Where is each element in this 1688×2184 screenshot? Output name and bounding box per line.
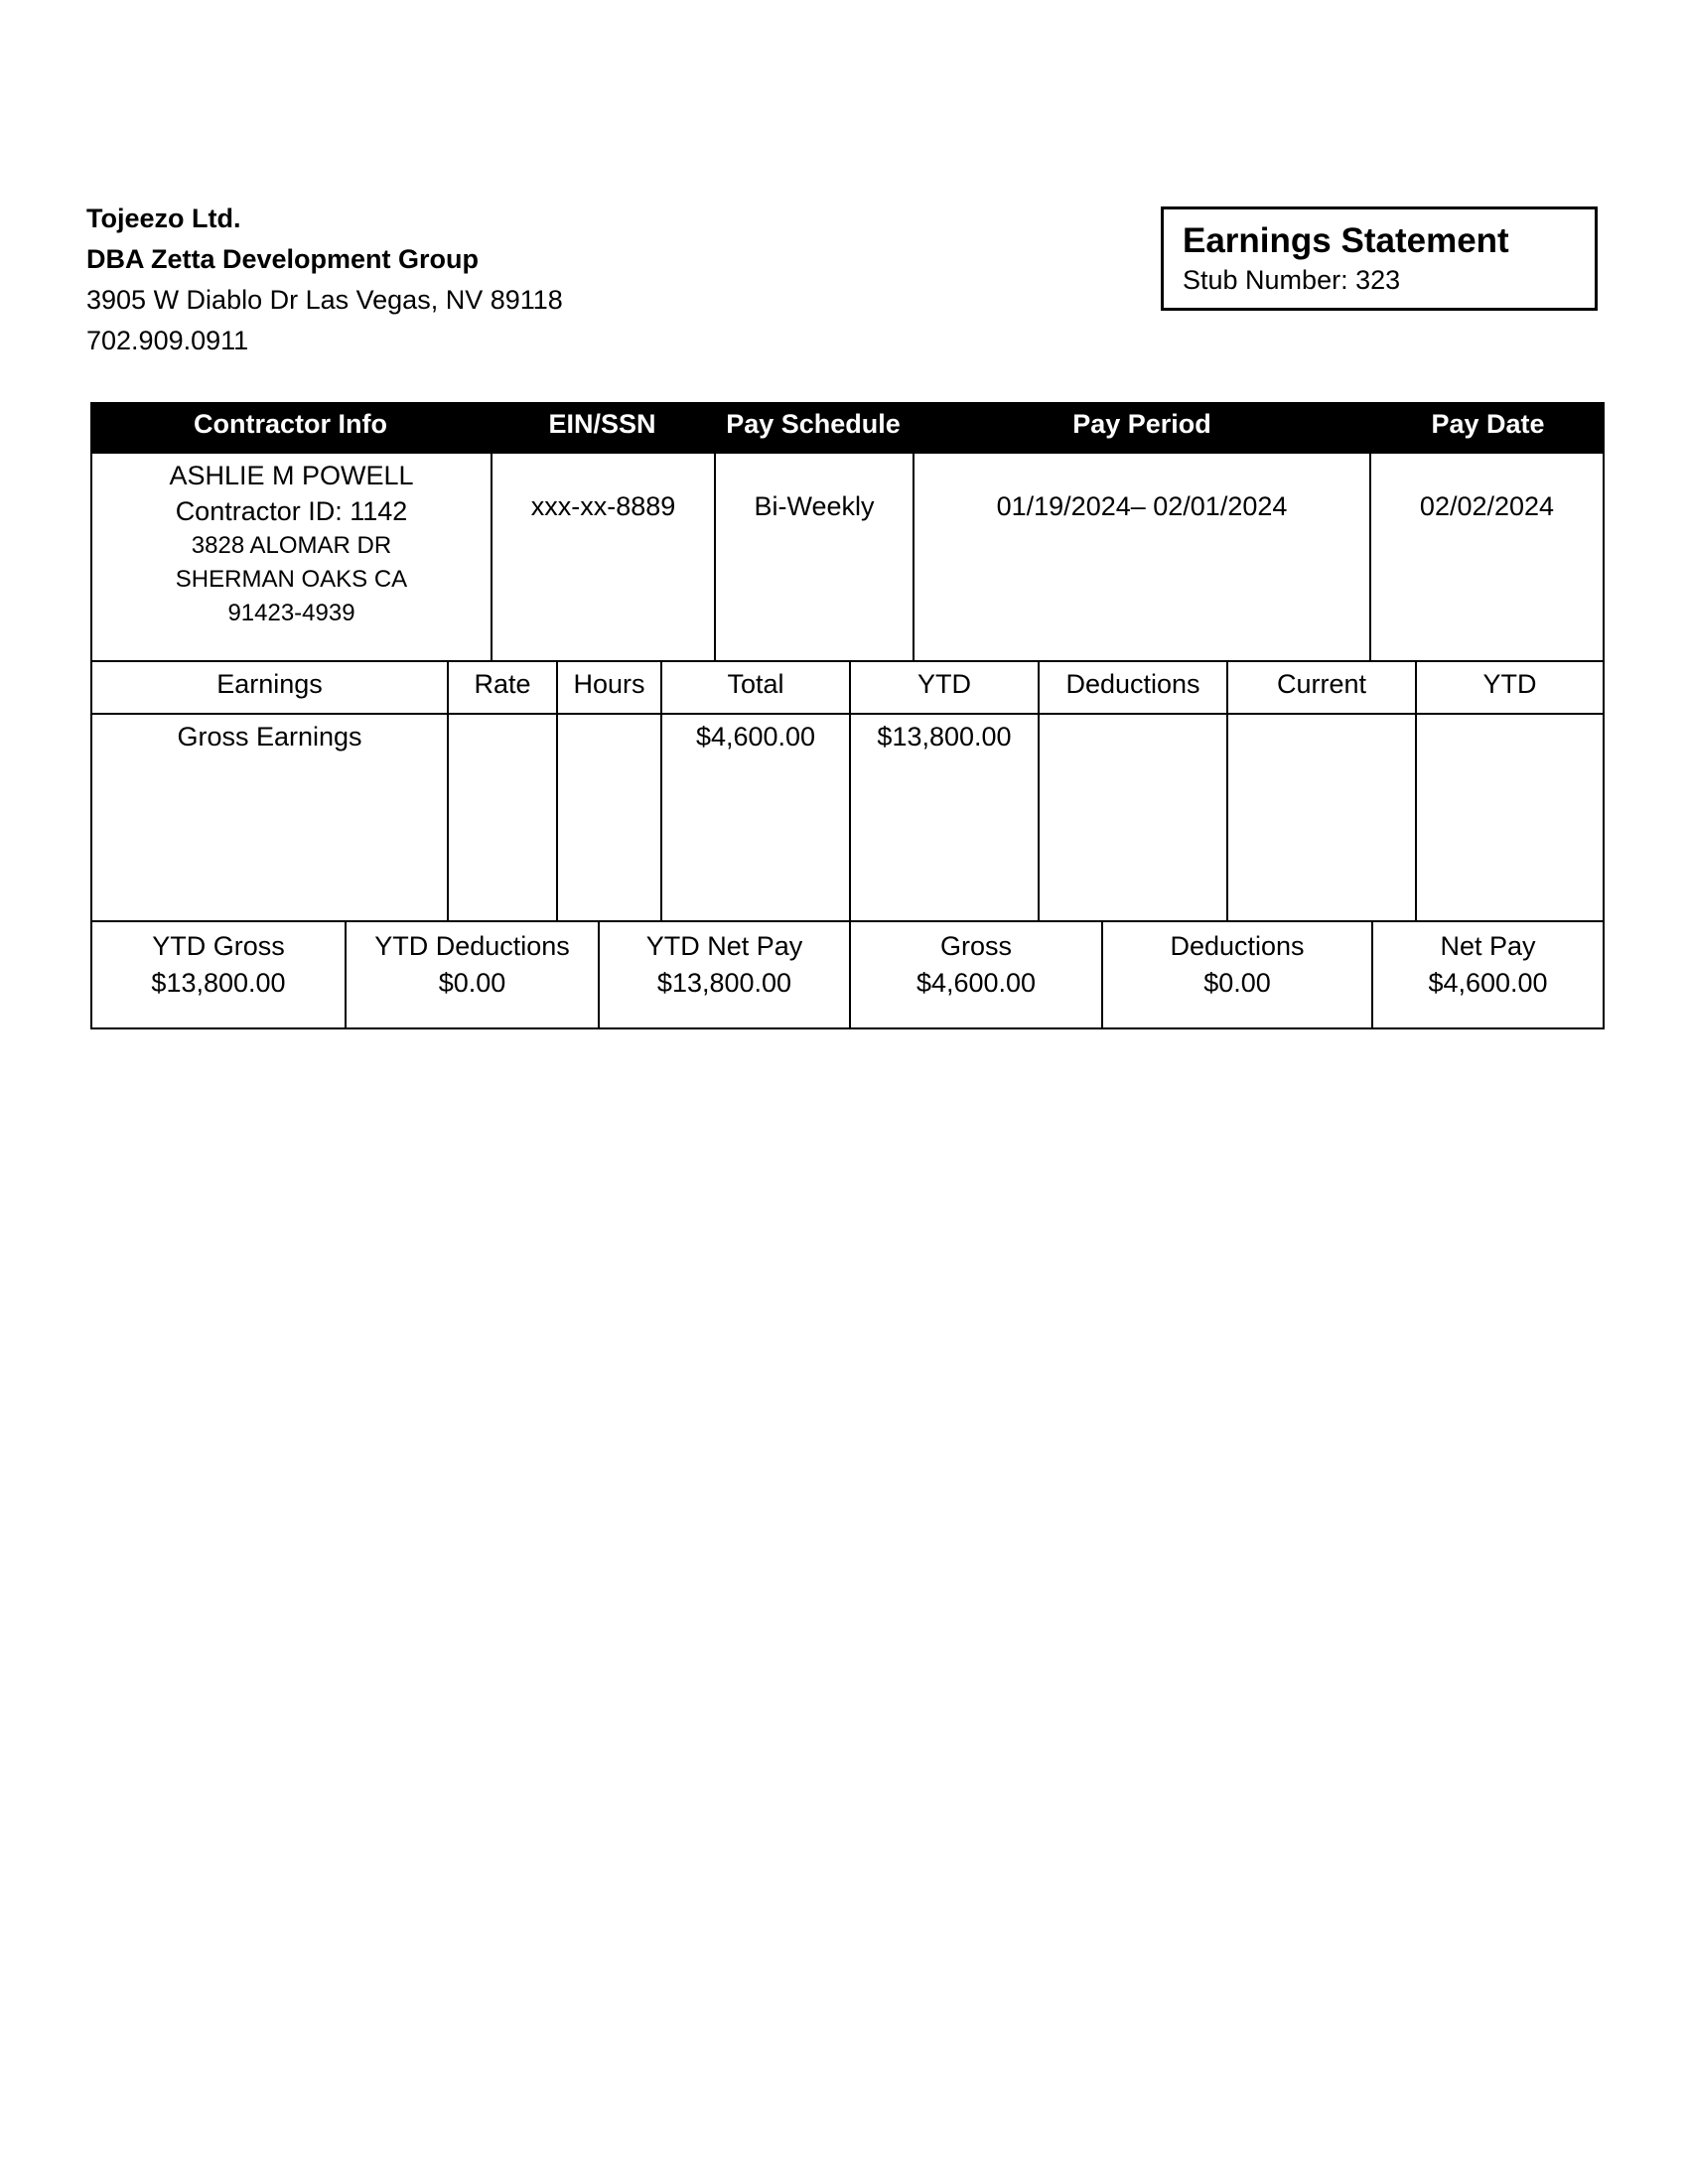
col-rate: Rate: [447, 662, 556, 713]
contractor-row: [90, 454, 1605, 662]
earnings-header-row: [90, 660, 1605, 715]
header-contractor-info: Contractor Info: [194, 409, 387, 439]
contractor-id: Contractor ID: 1142: [175, 496, 408, 526]
col-ded-ytd: YTD: [1415, 662, 1603, 713]
contractor-street: 3828 ALOMAR DR: [191, 532, 392, 559]
deductions-ytd-cell: [1415, 713, 1603, 920]
earnings-total: $4,600.00: [660, 713, 849, 920]
statement-box: [1161, 206, 1598, 311]
earnings-ytd: $13,800.00: [849, 713, 1038, 920]
earnings-rate: [447, 713, 556, 920]
header-bar: [90, 402, 1605, 454]
summary-value: $0.00: [1203, 968, 1271, 998]
summary-deductions: [1101, 922, 1371, 1027]
summary-ytd-net-pay: [598, 922, 849, 1027]
header-pay-period: Pay Period: [1072, 409, 1211, 439]
company-dba: DBA Zetta Development Group: [86, 244, 480, 274]
summary-label: Net Pay: [1440, 931, 1536, 961]
pay-period-value: 01/19/2024– 02/01/2024: [913, 454, 1369, 660]
summary-ytd-deductions: [345, 922, 598, 1027]
pay-schedule-value: Bi-Weekly: [714, 454, 913, 660]
summary-net-pay: [1371, 922, 1603, 1027]
col-total: Total: [660, 662, 849, 713]
company-phone: 702.909.0911: [86, 326, 249, 355]
statement-title: Earnings Statement: [1183, 221, 1509, 260]
company-name: Tojeezo Ltd.: [86, 204, 241, 233]
summary-ytd-gross: [92, 922, 345, 1027]
header-ein-ssn: EIN/SSN: [548, 409, 656, 439]
col-ytd: YTD: [849, 662, 1038, 713]
header-pay-date: Pay Date: [1431, 409, 1545, 439]
col-hours: Hours: [556, 662, 660, 713]
summary-value: $4,600.00: [915, 968, 1037, 998]
ein-ssn-value: xxx-xx-8889: [491, 454, 714, 660]
summary-label: YTD Deductions: [374, 931, 570, 961]
summary-row: [90, 920, 1605, 1029]
stub-number: Stub Number: 323: [1183, 265, 1401, 295]
earnings-label: Gross Earnings: [177, 722, 362, 751]
contractor-city: SHERMAN OAKS CA: [175, 566, 408, 593]
summary-label: YTD Gross: [152, 931, 285, 961]
pay-date-value: 02/02/2024: [1369, 454, 1603, 660]
company-info: [86, 199, 563, 361]
summary-value: $4,600.00: [1428, 968, 1548, 998]
summary-label: Deductions: [1170, 931, 1305, 961]
earnings-hours: [556, 713, 660, 920]
col-current: Current: [1226, 662, 1415, 713]
contractor-info-cell: [92, 454, 491, 660]
summary-label: Gross: [939, 931, 1012, 961]
header-pay-schedule: Pay Schedule: [726, 409, 901, 439]
table-row: [90, 713, 1605, 922]
summary-label: YTD Net Pay: [645, 931, 803, 961]
summary-value: $13,800.00: [656, 968, 792, 998]
col-deductions: Deductions: [1038, 662, 1226, 713]
deductions-cell: [1038, 713, 1226, 920]
summary-value: $13,800.00: [151, 968, 286, 998]
deductions-current-cell: [1226, 713, 1415, 920]
company-address: 3905 W Diablo Dr Las Vegas, NV 89118: [86, 285, 563, 315]
summary-gross: [849, 922, 1101, 1027]
col-earnings: Earnings: [216, 669, 323, 699]
summary-value: $0.00: [438, 968, 506, 998]
contractor-zip: 91423-4939: [227, 600, 355, 626]
contractor-name: ASHLIE M POWELL: [169, 461, 414, 490]
